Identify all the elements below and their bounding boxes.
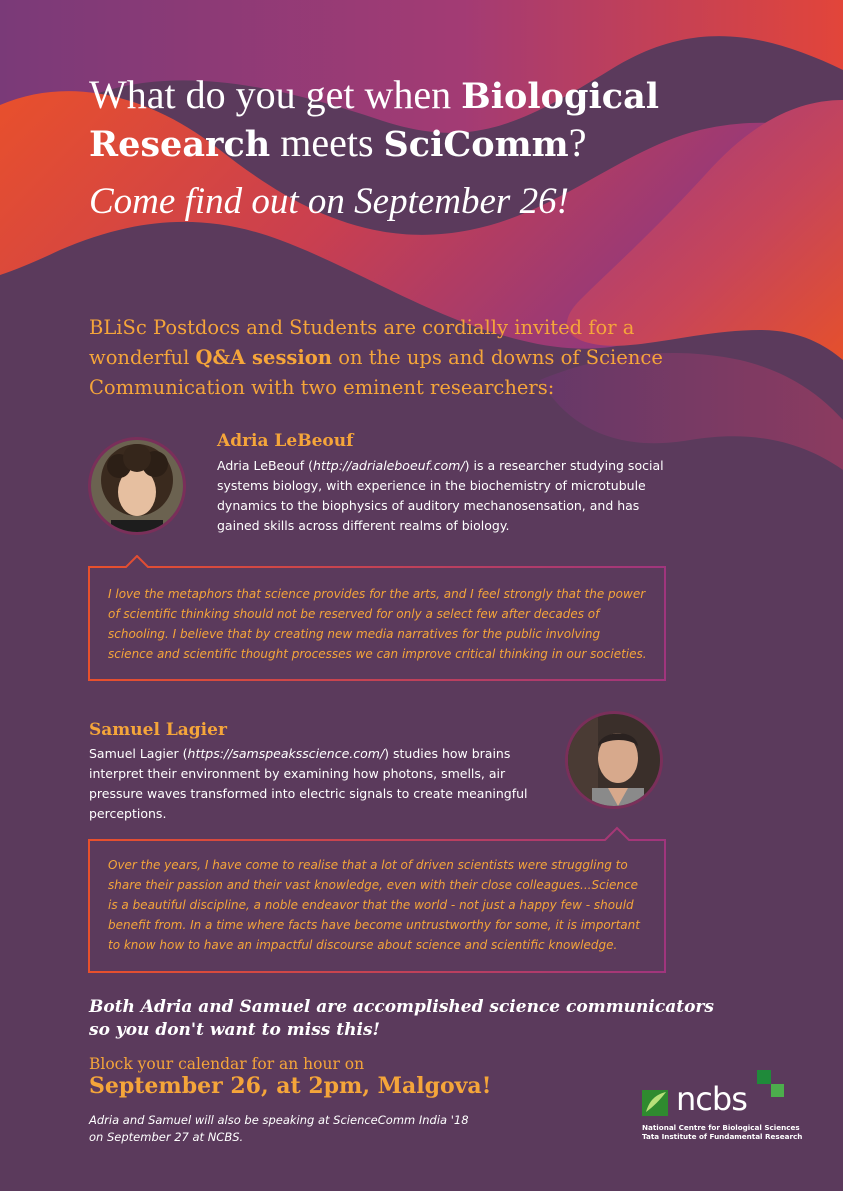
portrait-photo (568, 714, 660, 806)
avatar-samuel (565, 711, 663, 809)
quote-samuel: Over the years, I have come to realise that a lot of driven scientists were struggling to share their passion and their vast knowledge, even with their close colleagues...Science is a beautiful discipline, a noble endeavor that the world - not just a happy few - should benefit from. In a time where facts have become untrustworthy for some, it is important to know how to have an impactful discourse about science and scientific knowledge. (108, 858, 640, 952)
speaker-name-adria: Adria LeBeouf (217, 431, 354, 451)
headline (89, 72, 809, 226)
avatar-adria (88, 437, 186, 535)
quote-adria: I love the metaphors that science provides for the arts, and I feel strongly that the power of scientific thinking should not be reserved for only a select few after decades of schooling. I believe that by creating new media narratives for the public involving science and scientific thought processes we can improve critical thinking in our societies. (108, 587, 647, 661)
calendar-prompt: Block your calendar for an hour on (89, 1055, 365, 1073)
portrait-photo (91, 440, 183, 532)
event-date: September 26, at 2pm, Malgova! (89, 1073, 492, 1099)
invitation-text: BLiSc Postdocs and Students are cordially invited for a wonderful Q&A session on the ups and downs of Science Communication with two eminent researchers: (89, 316, 663, 399)
headline-bold: Biological (461, 76, 660, 117)
qa-session-highlight: Q&A session (195, 346, 332, 369)
closing-statement: Both Adria and Samuel are accomplished science communicators so you don't want to miss this! (89, 997, 714, 1040)
logo-institution: National Centre for Biological Sciences Tata Institute of Fundamental Research (642, 1123, 803, 1141)
headline-bold: Research (89, 124, 271, 165)
logo-wordmark: ncbs (676, 1080, 747, 1118)
headline-bold: SciComm (383, 124, 569, 165)
speaker-name-samuel: Samuel Lagier (89, 720, 227, 740)
speaker-link-samuel[interactable]: https://samspeaksscience.com/ (187, 746, 385, 761)
headline-text: What do you get when (89, 72, 462, 117)
speaker-bio-samuel: Samuel Lagier (https://samspeaksscience.com/) studies how brains interpret their environment by examining how photons, smells, air pressure waves transformed into electric signals to create meaningful perceptions. (89, 746, 528, 821)
headline-text: meets (270, 120, 384, 165)
headline-text: ? (568, 120, 587, 165)
subheadline: Come find out on September 26! (89, 181, 569, 222)
speaker-link-adria[interactable]: http://adrialeboeuf.com/ (313, 458, 465, 473)
speaker-bio-adria: Adria LeBeouf (http://adrialeboeuf.com/) is a researcher studying social systems biology, with experience in the biochemistry of microtubule dynamics to the biophysics of auditory mechanosensation, and has gained skills across different realms of biology. (217, 458, 664, 533)
footnote: Adria and Samuel will also be speaking at ScienceComm India '18 on September 27 at NCBS. (89, 1113, 469, 1144)
